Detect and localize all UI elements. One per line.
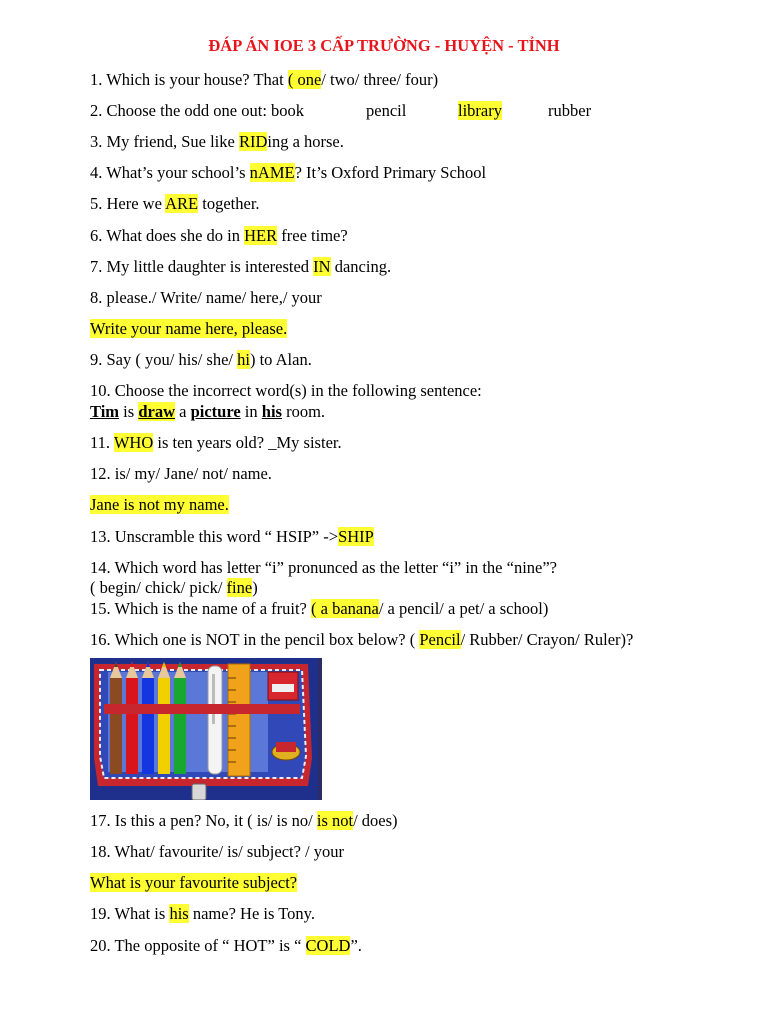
answer-highlight: fine: [226, 578, 253, 597]
answer-highlight: IN: [313, 257, 331, 276]
zipper-pull-icon: [192, 784, 206, 800]
question-10: 10. Choose the incorrect word(s) in the following sentence:: [90, 381, 482, 400]
question-15: 15. Which is the name of a fruit? ( a banana/ a pencil/ a pet/ a school): [90, 599, 549, 618]
question-16: 16. Which one is NOT in the pencil box below? ( Pencil/ Rubber/ Crayon/ Ruler)?: [90, 630, 634, 649]
pencil-box-illustration: [90, 658, 322, 800]
page-title: ĐÁP ÁN IOE 3 CẤP TRƯỜNG - HUYỆN - TỈNH: [208, 36, 560, 55]
answer-highlight: COLD: [305, 936, 351, 955]
question-2: 2. Choose the odd one out: book pencil library rubber: [90, 101, 592, 120]
answer-highlight: What is your favourite subject?: [90, 873, 298, 892]
answer-highlight: Jane is not my name.: [90, 495, 229, 514]
pen-white: [208, 666, 222, 774]
question-11: 11. WHO is ten years old? _My sister.: [90, 433, 342, 452]
question-14-options: ( begin/ chick/ pick/ fine): [90, 578, 258, 597]
question-7: 7. My little daughter is interested IN dancing.: [90, 257, 392, 276]
answer-highlight: his: [169, 904, 189, 923]
question-9: 9. Say ( you/ his/ she/ hi) to Alan.: [90, 350, 312, 369]
pencil-brown: [110, 662, 122, 774]
answer-highlight: ARE: [165, 194, 199, 213]
question-3: 3. My friend, Sue like RIDing a horse.: [90, 132, 344, 151]
answer-highlight: library: [458, 101, 502, 120]
answer-highlight: draw: [138, 402, 175, 421]
answer-highlight: RID: [238, 132, 268, 151]
question-18: 18. What/ favourite/ is/ subject? / your: [90, 842, 345, 861]
answer-highlight: HER: [244, 226, 278, 245]
question-8: 8. please./ Write/ name/ here,/ your: [90, 288, 322, 307]
question-6: 6. What does she do in HER free time?: [90, 226, 348, 245]
answer-highlight: ( a banana: [311, 599, 379, 618]
pencil-yellow: [158, 662, 170, 774]
question-12: 12. is/ my/ Jane/ not/ name.: [90, 464, 272, 483]
answer-highlight: hi: [237, 350, 250, 369]
answer-highlight: WHO: [113, 433, 154, 452]
question-1: 1. Which is your house? That ( one/ two/ three/ four): [90, 70, 439, 89]
answer-highlight: is not: [316, 811, 354, 830]
question-17: 17. Is this a pen? No, it ( is/ is no/ is not/ does): [90, 811, 398, 830]
answer-highlight: Write your name here, please.: [90, 319, 288, 338]
answer-highlight: nAME: [249, 163, 295, 182]
answer-18: [90, 873, 297, 893]
question-13: 13. Unscramble this word “ HSIP” ->SHIP: [90, 527, 374, 546]
answer-highlight: Pencil: [419, 630, 461, 649]
rubber-red: [268, 672, 298, 700]
pencil-red: [126, 662, 138, 774]
question-19: 19. What is his name? He is Tony.: [90, 904, 315, 923]
question-10-sentence: Tim is draw a picture in his room.: [90, 402, 326, 421]
answer-12: [90, 495, 229, 515]
pencil-blue: [142, 662, 154, 774]
answer-highlight: SHIP: [338, 527, 374, 546]
ruler-orange: [228, 664, 250, 776]
question-5: 5. Here we ARE together.: [90, 194, 260, 213]
answer-highlight: ( one: [287, 70, 322, 89]
answer-8: [90, 319, 287, 339]
pencil-green: [174, 662, 186, 774]
question-4: 4. What’s your school’s nAME? It’s Oxford Primary School: [90, 163, 487, 182]
question-14: 14. Which word has letter “i” pronunced as the letter “i” in the “nine”?: [90, 558, 558, 577]
sharpener-icon: [272, 742, 300, 760]
question-20: 20. The opposite of “ HOT” is “ COLD”.: [90, 936, 362, 955]
